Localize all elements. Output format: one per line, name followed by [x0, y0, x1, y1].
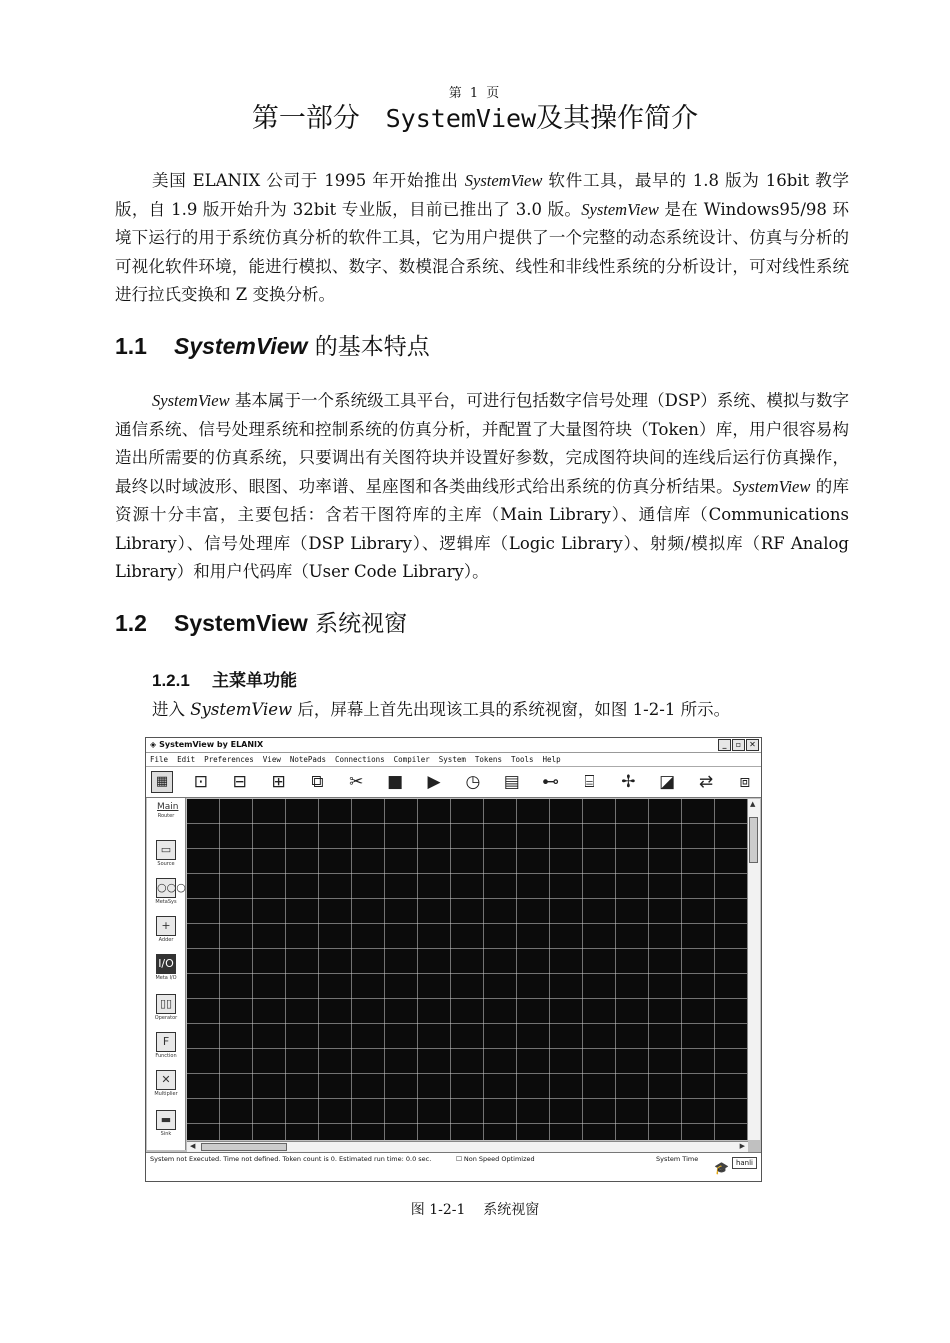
token-glyph-icon: ○○○ [156, 878, 176, 898]
bode-icon[interactable]: ◪ [659, 772, 676, 792]
menu-edit[interactable]: Edit [177, 755, 196, 764]
maximize-icon[interactable]: ▫ [732, 739, 745, 751]
token-glyph-icon: F [156, 1032, 176, 1052]
app-icon: ◈ [150, 740, 157, 749]
design-canvas[interactable] [187, 799, 748, 1140]
analysis-window-icon[interactable]: ⧈ [739, 772, 751, 792]
section-heading-1-1: 1.1 SystemView 的基本特点 [115, 333, 430, 360]
page-number: 第 1 页 [448, 86, 502, 101]
status-bar [146, 1152, 761, 1181]
token-label: Sink [160, 1131, 172, 1137]
features-paragraph: SystemView 基本属于一个系统级工具平台，可进行包括数字信号处理（DSP）系统、模拟与数字通信系统、信号处理系统和控制系统的仿真分析，并配置了大量图符块（Token）库，用户很容易构造出所需要的仿真系统，只要调出有关图符块并设置好参数，完成图符块间的连线后运行仿真操作，最终以时域波形、眼图、功率谱、星座图和各类曲线形式给出系统的仿真分析结果。SystemView 的库资源十分丰富，主要包括：含若干图符库的主库（Main Library）、通信库（Communications Library）、信号处理库（DSP Library）、逻辑库（Logic Library）、射频/模拟库（RF Analog Library）和用户代码库（User Code Library）。 [115, 391, 849, 581]
library-token-multiplier[interactable] [147, 1070, 185, 1097]
token-glyph-icon: ▯▯ [156, 994, 176, 1014]
system-time-label: System Time [656, 1155, 699, 1163]
scroll-right-icon[interactable]: ▶ [739, 1142, 745, 1150]
library-token-metasys[interactable] [147, 878, 185, 905]
intro-paragraph: 美国 ELANIX 公司于 1995 年开始推出 SystemView 软件工具，最早的 1.8 版为 16bit 教学版，自 1.9 版开始升为 32bit 专业版，目前已推出了 3.0 版。SystemView 是在 Windows95/98 环境下运行的用于系统仿真分析的软件工具，它为用户提供了一个完整的动态系统设计、仿真与分析的可视化软件环境，能进行模拟、数字、数模混合系统、线性和非线性系统的分析设计，可对线性系统进行拉氏变换和 Z 变换分析。 [115, 171, 849, 304]
root-locus-icon[interactable]: ✢ [621, 772, 636, 792]
vertical-scroll-thumb[interactable] [749, 817, 758, 863]
speed-option[interactable]: ☐ Non Speed Optimized [456, 1155, 535, 1163]
menu-help[interactable]: Help [542, 755, 561, 764]
horizontal-scroll-thumb[interactable] [201, 1143, 287, 1151]
minimize-icon[interactable]: _ [718, 739, 731, 751]
window-title: SystemView by ELANIX [159, 740, 264, 749]
token-glyph-icon: ▭ [156, 840, 176, 860]
figure-caption: 图 1-2-1 系统视窗 [410, 1202, 540, 1218]
token-label: Source [157, 861, 175, 867]
vertical-scrollbar[interactable] [747, 799, 760, 1140]
library-token-function[interactable] [147, 1032, 185, 1059]
token-label: Adder [158, 937, 174, 943]
menu-system[interactable]: System [438, 755, 466, 764]
page-title [0, 96, 950, 135]
metasystem-icon[interactable]: ⊷ [542, 772, 560, 792]
library-token-meta-i-o[interactable] [147, 954, 185, 981]
scroll-left-icon[interactable]: ◀ [190, 1142, 196, 1150]
figure-intro-text: 进入 SystemView 后，屏幕上首先出现该工具的系统视窗，如图 1-2-1 所示。 [152, 700, 731, 719]
stop-icon[interactable]: ■ [387, 772, 404, 792]
menu-notepads[interactable]: NotePads [289, 755, 326, 764]
menu-bar [146, 753, 761, 767]
section-heading-1-2: 1.2 SystemView 系统视窗 [115, 610, 408, 637]
token-icon[interactable]: ⊟ [232, 772, 247, 792]
user-hat-icon: 🎓 [714, 1161, 729, 1175]
menu-tools[interactable]: Tools [510, 755, 534, 764]
close-icon[interactable]: ✕ [746, 739, 759, 751]
grid-icon[interactable]: ▦ [151, 771, 173, 793]
library-token-operator[interactable] [147, 994, 185, 1021]
menu-view[interactable]: View [262, 755, 281, 764]
delete-icon[interactable]: ✂ [349, 772, 364, 792]
systemview-window-screenshot [145, 737, 762, 1182]
connections-icon[interactable]: ⇄ [698, 772, 714, 792]
section-heading-1-2-1: 1.2.1 主菜单功能 [152, 671, 297, 691]
token-glyph-icon: + [156, 916, 176, 936]
compile-icon[interactable]: ⌸ [584, 772, 595, 792]
window-titlebar [146, 738, 761, 753]
token-glyph-icon: I/O [156, 954, 176, 974]
status-message: System not Executed. Time not defined. Token count is 0. Estimated run time: 0.0 sec. [150, 1155, 432, 1163]
copy-icon[interactable]: ⧉ [311, 772, 324, 792]
menu-preferences[interactable]: Preferences [204, 755, 254, 764]
calculator-icon[interactable]: ▤ [503, 772, 520, 792]
token-library-panel [147, 798, 186, 1150]
token-label: Router [157, 813, 175, 819]
scroll-up-icon[interactable]: ▲ [750, 800, 756, 808]
library-token-router[interactable] [147, 802, 185, 819]
title-cn: 第一部分 [251, 103, 360, 134]
title-en: SystemView [385, 104, 537, 133]
menu-connections[interactable]: Connections [334, 755, 385, 764]
user-badge: hanli [732, 1157, 757, 1169]
token-glyph-icon: ▬ [156, 1110, 176, 1130]
toolbar [146, 767, 761, 798]
token-glyph-icon: Main [157, 802, 179, 812]
token-glyph-icon: ✕ [156, 1070, 176, 1090]
token-label: Meta I/O [155, 975, 177, 981]
menu-file[interactable]: File [150, 755, 169, 764]
token-label: Function [155, 1053, 177, 1059]
token-label: Multiplier [154, 1091, 178, 1097]
menu-tokens[interactable]: Tokens [474, 755, 502, 764]
title-suffix: 及其操作简介 [536, 103, 699, 134]
menu-compiler[interactable]: Compiler [393, 755, 430, 764]
library-token-sink[interactable] [147, 1110, 185, 1137]
timer-icon[interactable]: ◷ [465, 772, 481, 792]
library-token-adder[interactable] [147, 916, 185, 943]
token-label: MetaSys [155, 899, 177, 905]
library-token-source[interactable] [147, 840, 185, 867]
token-group-icon[interactable]: ⊞ [271, 772, 286, 792]
token-label: Operator [154, 1015, 178, 1021]
open-icon[interactable]: ⊡ [193, 772, 208, 792]
run-icon[interactable]: ▶ [427, 772, 441, 792]
